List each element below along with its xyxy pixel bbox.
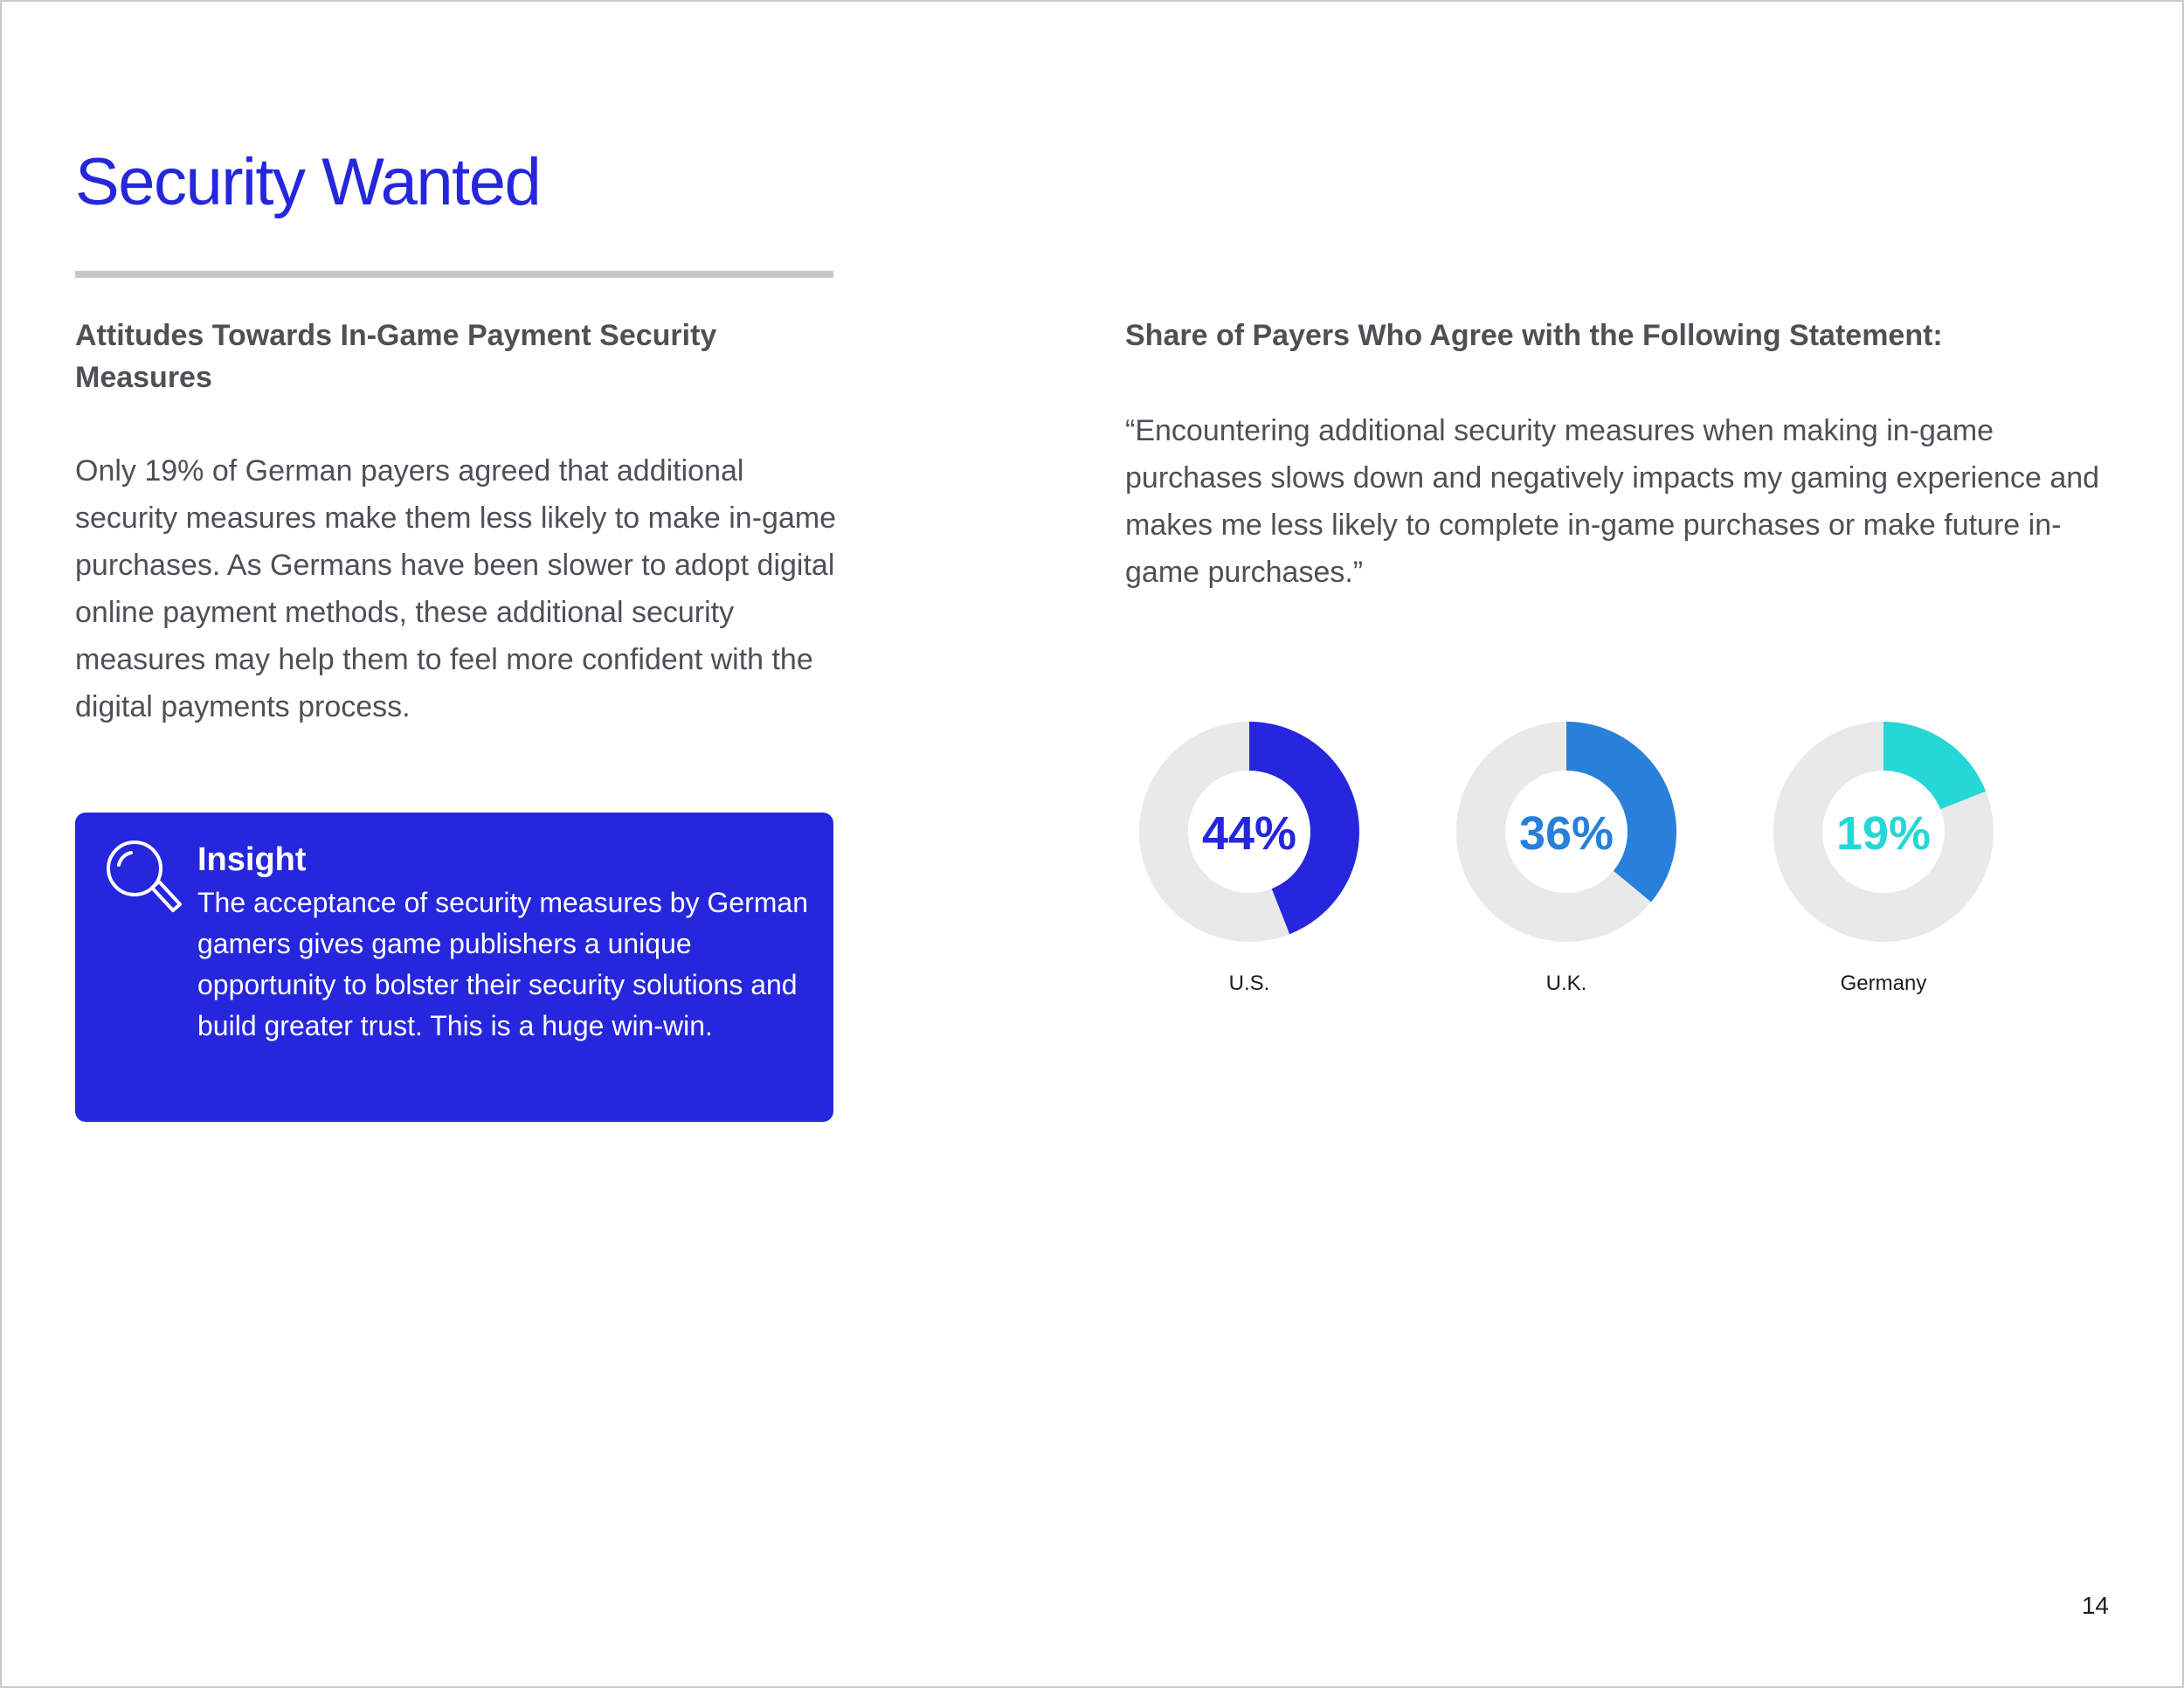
page-title: Security Wanted [75, 145, 541, 219]
magnifier-icon [100, 834, 187, 925]
insight-text: The acceptance of security measures by German gamers gives game publishers a unique opportunity to bolster their security solutions and build greater trust. This is a huge win-win. [197, 887, 808, 1041]
donut-label-us: U.S. [1228, 972, 1270, 995]
donut-svg-us [1136, 718, 1363, 945]
donut-label-germany: Germany [1840, 972, 1927, 995]
survey-statement-quote: “Encountering additional security measures when making in-game purchases slows down and negatively impacts my gaming experience and makes me less likely to complete in-game purchases or make future in-game purchases.” [1125, 414, 2100, 589]
donut-chart-germany [1726, 718, 2041, 996]
donut-label-uk: U.K. [1545, 972, 1587, 995]
title-divider [75, 271, 833, 278]
donut-value-uk: 36% [1518, 807, 1614, 860]
donut-value-us: 44% [1201, 807, 1297, 860]
donut-value-germany: 19% [1835, 807, 1932, 860]
right-section-heading: Share of Payers Who Agree with the Following Statement: [1125, 319, 1943, 352]
insight-title: Insight [197, 841, 307, 878]
left-section-heading: Attitudes Towards In-Game Payment Security Measures [75, 319, 717, 394]
donut-svg-uk [1453, 718, 1680, 945]
insight-box [75, 813, 833, 1122]
page-number: 14 [2081, 1592, 2109, 1619]
donut-chart-us [1092, 718, 1406, 996]
donut-svg-germany [1770, 718, 1997, 945]
left-section-body: Only 19% of German payers agreed that additional security measures make them less likely to make in-game purchases. As Germans have been slower to adopt digital online payment methods, these additional security measures may help them to feel more confident with the digital payments process. [75, 454, 837, 723]
donut-chart-uk [1409, 718, 1724, 996]
